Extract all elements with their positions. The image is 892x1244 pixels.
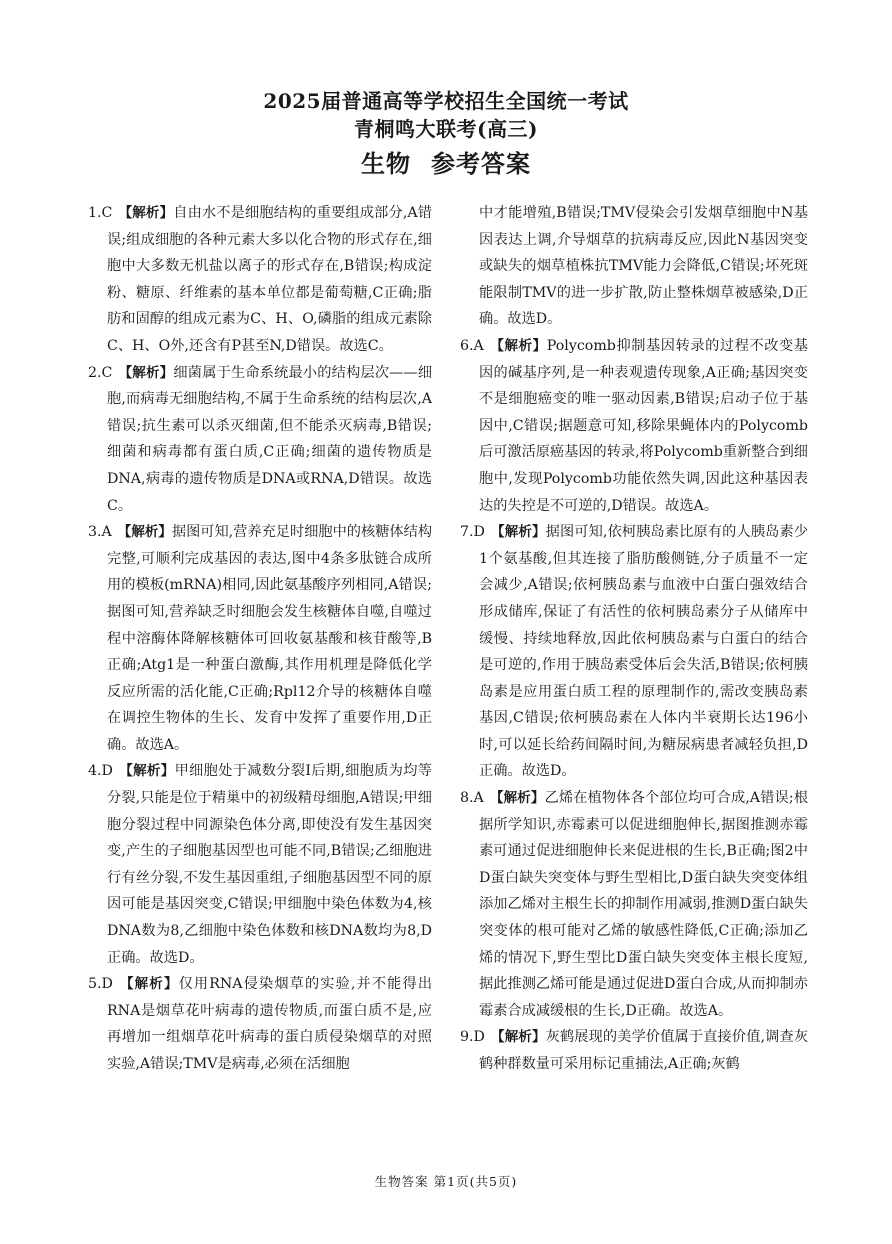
- answer-choice: D: [101, 976, 113, 993]
- answer-choice: D: [101, 763, 113, 780]
- analysis-text: 自由水不是细胞结构的重要组成部分,A错误;组成细胞的各种元素大多以化合物的形式存在,细胞中大多数无机盐以离子的形式存在,B错误;构成淀粉、糖原、纤维素的基本单位都是葡萄糖,C正确;脂肪和固醇的组成元素为C、H、O,磷脂的组成元素除C、H、O外,还含有P甚至N,D错误。故选C。: [107, 205, 432, 354]
- analysis-tag: 【解析】: [118, 976, 179, 993]
- analysis-tag: 【解析】: [118, 364, 174, 381]
- analysis-tag: 【解析】: [489, 337, 547, 354]
- analysis-tag: 【解析】: [489, 790, 545, 807]
- analysis-tag: 【解析】: [118, 763, 175, 780]
- answer-item: [88, 971, 432, 1077]
- answer-item: [460, 1024, 808, 1077]
- question-number: 6.: [460, 337, 474, 354]
- exam-subtitle: 青桐鸣大联考(高三): [354, 117, 538, 141]
- analysis-text: 灰鹤展现的美学价值属于直接价值,调查灰鹤种群数量可采用标记重捕法,A正确;灰鹤: [479, 1029, 809, 1072]
- exam-title: 2025届普通高等学校招生全国统一考试: [263, 89, 629, 113]
- analysis-text: Polycomb抑制基因转录的过程不改变基因的碱基序列,是一种表观遗传现象,A正确;基因突变不是细胞癌变的唯一驱动因素,B错误;启动子位于基因中,C错误;据题意可知,移除果蝇体内的Polycomb后可激活原癌基因的转录,将Polycomb重新整合到细胞中,发现Polycomb功能依然失调,因此这种基因表达的失控是不可逆的,D错误。故选A。: [479, 337, 808, 514]
- answer-choice: C: [101, 205, 113, 221]
- answer-item: [88, 360, 432, 520]
- question-number: 3.: [88, 524, 102, 541]
- answer-item: [460, 519, 808, 785]
- question-number: 1.: [88, 205, 102, 221]
- answer-choice: A: [101, 524, 112, 541]
- answer-key-label: 参考答案: [431, 150, 531, 178]
- analysis-tag: 【解析】: [490, 1029, 546, 1046]
- page-header: [0, 88, 892, 180]
- answer-choice: A: [473, 337, 484, 354]
- analysis-tag: 【解析】: [118, 205, 174, 221]
- answer-choice: C: [101, 364, 113, 381]
- left-column: [88, 200, 432, 1078]
- answer-item-continued: [460, 200, 808, 333]
- answer-item: [460, 785, 808, 1024]
- analysis-tag: 【解析】: [490, 524, 546, 541]
- question-number: 2.: [88, 364, 102, 381]
- analysis-tag: 【解析】: [117, 524, 172, 541]
- answer-item: [88, 200, 432, 360]
- question-number: 7.: [460, 524, 474, 541]
- question-number: 4.: [88, 763, 102, 780]
- question-number: 9.: [460, 1029, 474, 1046]
- answer-choice: D: [473, 1029, 485, 1046]
- answer-item: [88, 519, 432, 758]
- page-footer: 生物答案 第1页(共5页): [374, 1174, 518, 1189]
- analysis-text: 乙烯在植物体各个部位均可合成,A错误;根据所学知识,赤霉素可以促进细胞伸长,据图推测赤霉素可通过促进细胞伸长来促进根的生长,B正确;图2中D蛋白缺失突变体与野生型相比,D蛋白缺失突变体组添加乙烯对主根生长的抑制作用减弱,推测D蛋白缺失突变体的根可能对乙烯的敏感性降低,C正确;添加乙烯的情况下,野生型比D蛋白缺失突变体主根长度短,据此推测乙烯可能是通过促进D蛋白合成,从而抑制赤霉素合成减缓根的生长,D正确。故选A。: [479, 790, 809, 1019]
- question-number: 5.: [88, 976, 102, 993]
- analysis-text: 细菌属于生命系统最小的结构层次——细胞,而病毒无细胞结构,不属于生命系统的结构层次,A错误;抗生素可以杀灭细菌,但不能杀灭病毒,B错误;细菌和病毒都有蛋白质,C正确;细菌的遗传物质是DNA,病毒的遗传物质是DNA或RNA,D错误。故选C。: [107, 364, 433, 514]
- analysis-text: 中才能增殖,B错误;TMV侵染会引发烟草细胞中N基因表达上调,介导烟草的抗病毒反应,因此N基因突变或缺失的烟草植株抗TMV能力会降低,C错误;坏死斑能限制TMV的进一步扩散,防止整株烟草被感染,D正确。故选D。: [479, 205, 808, 328]
- answer-item: [88, 758, 432, 971]
- right-column: [460, 200, 808, 1078]
- analysis-text: 据图可知,依柯胰岛素比原有的人胰岛素少1个氨基酸,但其连接了脂肪酸侧链,分子质量不一定会减少,A错误;依柯胰岛素与血液中白蛋白强效结合形成储库,保证了有活性的依柯胰岛素分子从储库中缓慢、持续地释放,因此依柯胰岛素与白蛋白的结合是可逆的,作用于胰岛素受体后会失活,B错误;依柯胰岛素是应用蛋白质工程的原理制作的,需改变胰岛素基因,C错误;依柯胰岛素在人体内半衰期长达196小时,可以延长给药间隔时间,为糖尿病患者减轻负担,D正确。故选D。: [479, 524, 809, 780]
- answer-choice: D: [473, 524, 485, 541]
- analysis-text: 仅用RNA侵染烟草的实验,并不能得出RNA是烟草花叶病毒的遗传物质,而蛋白质不是,应再增加一组烟草花叶病毒的蛋白质侵染烟草的对照实验,A错误;TMV是病毒,必须在活细胞: [107, 976, 433, 1072]
- analysis-text: 甲细胞处于减数分裂Ⅰ后期,细胞质为均等分裂,只能是位于精巢中的初级精母细胞,A错误;甲细胞分裂过程中同源染色体分离,即使没有发生基因突变,产生的子细胞基因型也可能不同,B错误;乙细胞进行有丝分裂,不发生基因重组,子细胞基因型不同的原因可能是基因突变,C错误;甲细胞中染色体数为4,核DNA数为8,乙细胞中染色体数和核DNA数均为8,D正确。故选D。: [107, 763, 433, 966]
- answer-item: [460, 333, 808, 519]
- answer-choice: A: [473, 790, 484, 807]
- question-number: 8.: [460, 790, 474, 807]
- answer-key-title: [0, 148, 892, 180]
- subject-label: 生物: [361, 150, 411, 178]
- analysis-text: 据图可知,营养充足时细胞中的核糖体结构完整,可顺利完成基因的表达,图中4条多肽链合成所用的模板(mRNA)相同,因此氨基酸序列相同,A错误;据图可知,营养缺乏时细胞会发生核糖体自噬,自噬过程中溶酶体降解核糖体可回收氨基酸和核苷酸等,B正确;Atg1是一种蛋白激酶,其作用机理是降低化学反应所需的活化能,C正确;Rpl12介导的核糖体自噬在调控生物体的生长、发育中发挥了重要作用,D正确。故选A。: [107, 524, 433, 753]
